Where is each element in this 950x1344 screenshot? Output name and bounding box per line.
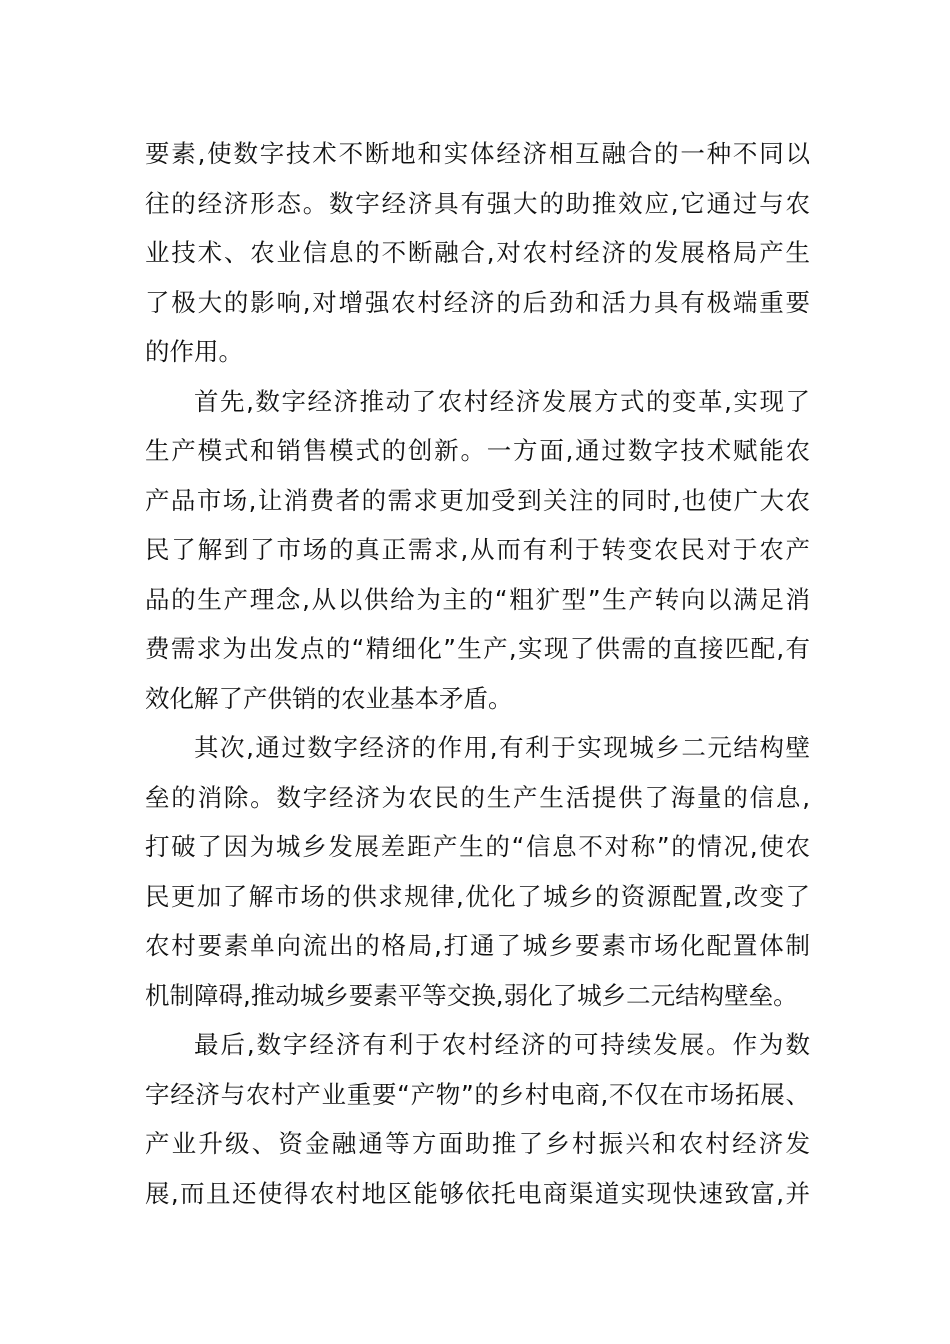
text-line: 展,而且还使得农村地区能够依托电商渠道实现快速致富,并 [145, 1178, 810, 1208]
paragraph-3 [145, 723, 810, 1020]
text-line: 其次,通过数字经济的作用,有利于实现城乡二元结构壁 [194, 733, 810, 762]
text-line: 品的生产理念,从以供给为主的“粗犷型”生产转向以满足消 [145, 584, 810, 614]
text-line: 首先,数字经济推动了农村经济发展方式的变革,实现了 [194, 386, 810, 416]
text-line: 要素,使数字技术不断地和实体经济相互融合的一种不同以 [145, 139, 810, 168]
text-line: 打破了因为城乡发展差距产生的“信息不对称”的情况,使农 [145, 832, 810, 861]
text-line: 产业升级、资金融通等方面助推了乡村振兴和农村经济发 [145, 1129, 810, 1158]
text-line: 了极大的影响,对增强农村经济的后劲和活力具有极端重要 [145, 287, 810, 317]
text-line: 民更加了解市场的供求规律,优化了城乡的资源配置,改变了 [145, 881, 810, 911]
paragraph-2 [145, 377, 810, 724]
paragraph-4 [145, 1020, 810, 1218]
text-line: 生产模式和销售模式的创新。一方面,通过数字技术赋能农 [145, 436, 810, 465]
text-line: 产品市场,让消费者的需求更加受到关注的同时,也使广大农 [145, 485, 810, 515]
text-line: 最后,数字经济有利于农村经济的可持续发展。作为数 [194, 1030, 810, 1059]
text-line: 业技术、农业信息的不断融合,对农村经济的发展格局产生 [145, 238, 810, 267]
text-line: 民了解到了市场的真正需求,从而有利于转变农民对于农产 [145, 535, 810, 564]
body-text [145, 129, 810, 1218]
text-line: 往的经济形态。数字经济具有强大的助推效应,它通过与农 [145, 188, 810, 218]
text-line: 农村要素单向流出的格局,打通了城乡要素市场化配置体制 [145, 931, 810, 960]
text-line: 效化解了产供销的农业基本矛盾。 [145, 683, 513, 713]
text-line: 的作用。 [145, 337, 243, 366]
text-line: 机制障碍,推动城乡要素平等交换,弱化了城乡二元结构壁垒。 [145, 980, 798, 1010]
text-line: 字经济与农村产业重要“产物”的乡村电商,不仅在市场拓展、 [145, 1079, 810, 1109]
text-line: 垒的消除。数字经济为农民的生产生活提供了海量的信息, [145, 782, 810, 812]
text-line: 费需求为出发点的“精细化”生产,实现了供需的直接匹配,有 [145, 634, 810, 663]
paragraph-1 [145, 129, 810, 377]
